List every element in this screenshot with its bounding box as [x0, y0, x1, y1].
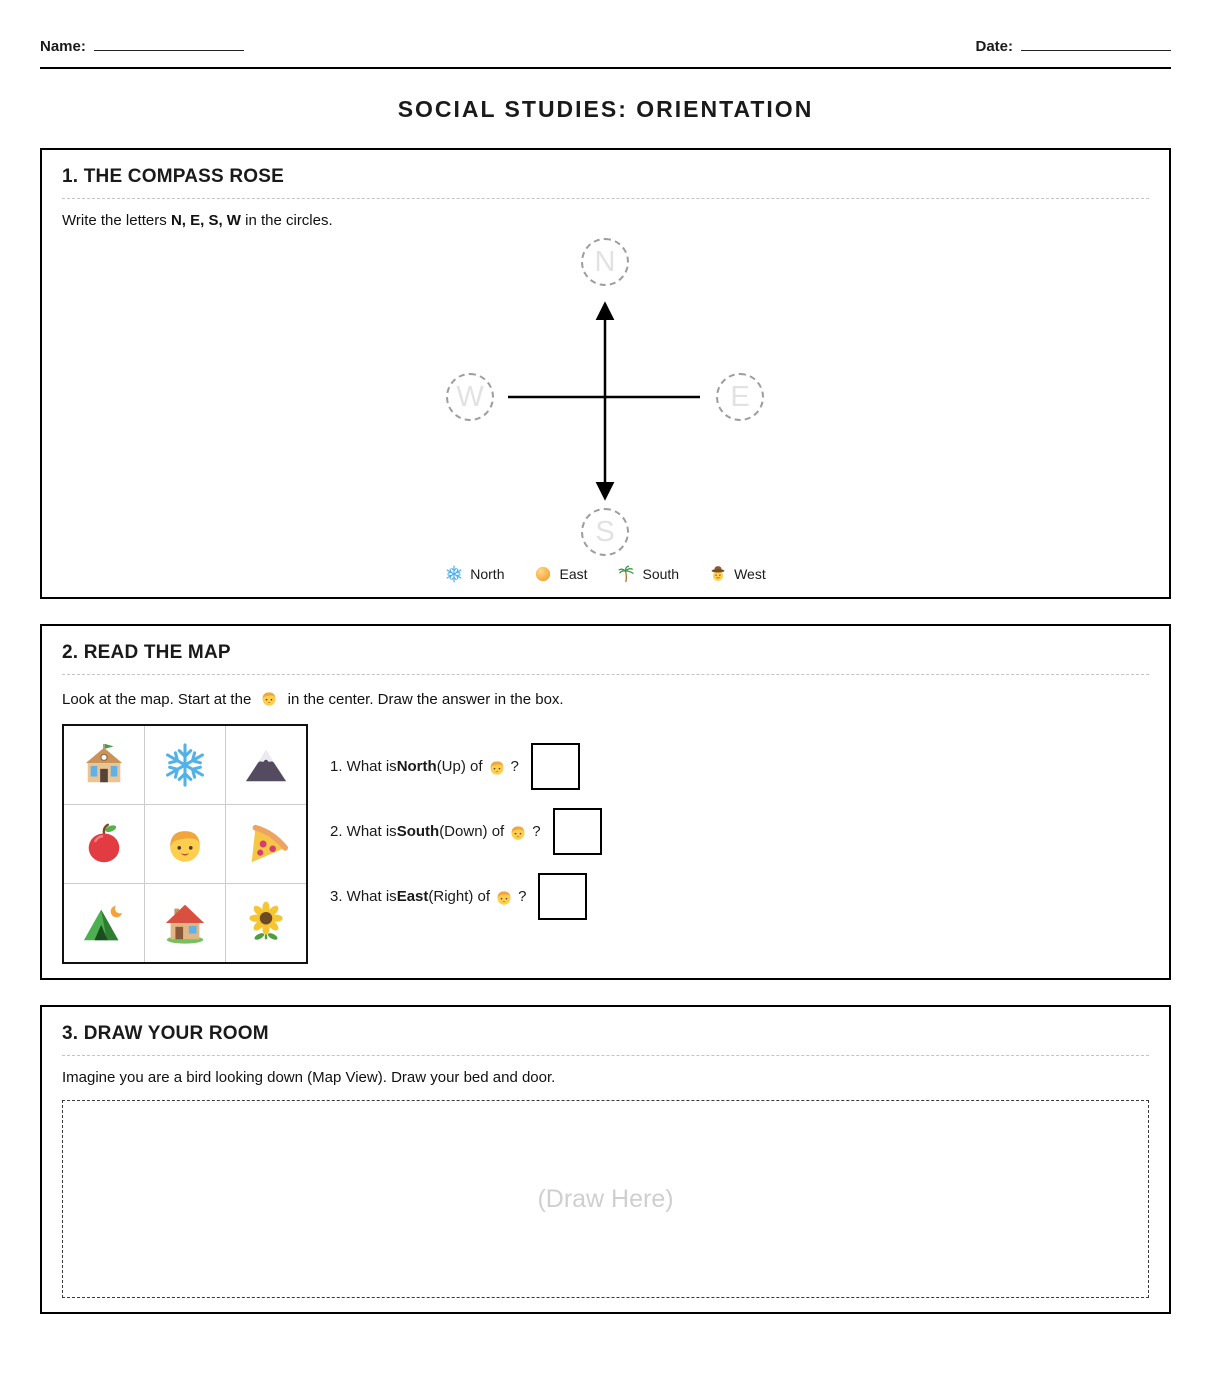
- legend-item-north: [445, 565, 504, 583]
- legend-label-east: East: [559, 566, 588, 582]
- map-cell-boy: [145, 805, 225, 883]
- compass-rose-diagram: [62, 235, 1149, 557]
- cowboy-hat-face-icon: [709, 565, 727, 583]
- section-draw-your-room: [40, 1005, 1171, 1314]
- compass-circle-south[interactable]: S: [581, 508, 629, 556]
- map-cell-apple: [64, 805, 144, 883]
- map-grid: [62, 724, 308, 964]
- page-title: SOCIAL STUDIES: ORIENTATION: [397, 96, 814, 122]
- date-blank-line[interactable]: [1021, 36, 1171, 51]
- boy-icon: [487, 757, 507, 777]
- legend-label-west: West: [734, 566, 766, 582]
- question-3: 3. What is East (Right) of ?: [330, 864, 602, 929]
- header: [40, 36, 1171, 55]
- map-questions: [330, 724, 602, 964]
- map-cell-school: [64, 726, 144, 804]
- map-cell-snowflake: [145, 726, 225, 804]
- map-cell-tent: [64, 884, 144, 962]
- compass-circle-north[interactable]: N: [581, 238, 629, 286]
- map-heading: 2. READ THE MAP: [62, 642, 1149, 675]
- map-cell-sunflower: [226, 884, 306, 962]
- question-2: 2. What is South (Down) of ?: [330, 799, 602, 864]
- pizza-icon: [243, 821, 289, 867]
- compass-heading: 1. THE COMPASS ROSE: [62, 166, 1149, 199]
- drawing-area[interactable]: [62, 1100, 1149, 1298]
- map-cell-mountain: [226, 726, 306, 804]
- map-instruction: Look at the map. Start at the in the center. Draw the answer in the box.: [62, 688, 1149, 708]
- compass-circle-east[interactable]: E: [716, 373, 764, 421]
- snowflake-icon: [162, 742, 208, 788]
- date-label: Date:: [975, 38, 1013, 55]
- section-read-the-map: [40, 624, 1171, 980]
- map-content: [62, 724, 1149, 964]
- sunflower-icon: [243, 900, 289, 946]
- section-compass-rose: [40, 148, 1171, 599]
- compass-axes: [62, 235, 1189, 557]
- legend-label-south: South: [642, 566, 680, 582]
- compass-legend: [62, 565, 1149, 583]
- boy-icon: [494, 887, 514, 907]
- name-blank-line[interactable]: [94, 36, 244, 51]
- snowflake-icon: [445, 565, 463, 583]
- legend-item-east: [534, 565, 587, 583]
- name-label: Name:: [40, 38, 86, 55]
- name-field: [40, 36, 244, 55]
- tent-icon: [81, 900, 127, 946]
- palm-tree-icon: [618, 565, 636, 583]
- question-1: 1. What is North (Up) of ?: [330, 734, 602, 799]
- answer-box-1[interactable]: [531, 743, 580, 790]
- compass-circle-west[interactable]: W: [446, 373, 494, 421]
- boy-icon: [259, 688, 279, 708]
- legend-item-south: [618, 565, 680, 583]
- mountain-icon: [243, 742, 289, 788]
- boy-icon: [508, 822, 528, 842]
- legend-label-north: North: [470, 566, 505, 582]
- draw-instruction: Imagine you are a bird looking down (Map View). Draw your bed and door.: [62, 1069, 556, 1086]
- apple-icon: [81, 821, 127, 867]
- answer-box-2[interactable]: [553, 808, 602, 855]
- school-icon: [81, 742, 127, 788]
- orange-circle-icon: [534, 565, 552, 583]
- map-cell-house: [145, 884, 225, 962]
- house-icon: [162, 900, 208, 946]
- date-field: [975, 36, 1171, 55]
- compass-instruction: Write the letters N, E, S, W in the circles.: [62, 212, 333, 229]
- draw-heading: 3. DRAW YOUR ROOM: [62, 1023, 1149, 1056]
- map-cell-pizza: [226, 805, 306, 883]
- header-divider: [40, 67, 1171, 69]
- legend-item-west: [709, 565, 766, 583]
- boy-icon: [162, 821, 208, 867]
- answer-box-3[interactable]: [538, 873, 587, 920]
- draw-here-placeholder: (Draw Here): [537, 1184, 674, 1213]
